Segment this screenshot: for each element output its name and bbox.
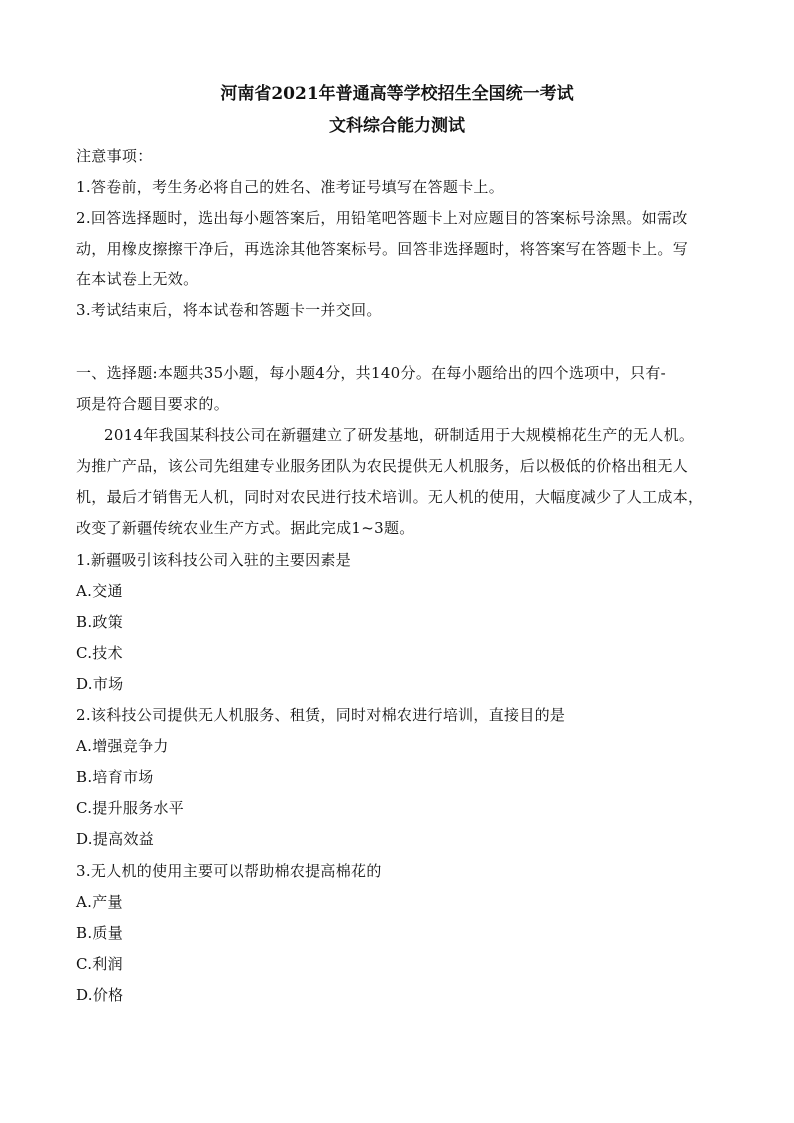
notice-item-3: 3.考试结束后，将本试卷和答题卡一并交回。 <box>76 301 382 319</box>
exam-subtitle: 文科综合能力测试 <box>329 116 465 136</box>
question-2-option-b: B.培育市场 <box>76 768 154 786</box>
notice-item-2: 2.回答选择题时，选出每小题答案后，用铅笔吧答题卡上对应题目的答案标号涂黑。如需改 <box>76 209 688 227</box>
question-2-option-a: A.增强竞争力 <box>76 737 169 755</box>
question-2-option-c: C.提升服务水平 <box>76 799 185 817</box>
question-3-stem: 3.无人机的使用主要可以帮助棉农提高棉花的 <box>76 862 382 880</box>
question-1-stem: 1.新疆吸引该科技公司入驻的主要因素是 <box>76 551 352 569</box>
notice-heading: 注意事项： <box>76 147 153 165</box>
section-instruction: 一、选择题:本题共35小题，每小题4分，共140分。在每小题给出的四个选项中，只有- <box>76 364 666 382</box>
passage-line-2: 为推广产品，该公司先组建专业服务团队为农民提供无人机服务，后以极低的价格出租无人 <box>76 457 689 475</box>
question-2-option-d: D.提高效益 <box>76 830 155 848</box>
notice-item-1: 1.答卷前，考生务必将自己的姓名、准考证号填写在答题卡上。 <box>76 178 505 196</box>
question-2-stem: 2.该科技公司提供无人机服务、租赁，同时对棉农进行培训，直接目的是 <box>76 706 566 724</box>
section-instruction-cont: 项是符合题目要求的。 <box>76 395 230 413</box>
question-1-option-a: A.交通 <box>76 582 123 600</box>
question-3-option-b: B.质量 <box>76 924 123 942</box>
notice-item-2-cont: 动，用橡皮擦擦干净后，再选涂其他答案标号。回答非选择题时，将答案写在答题卡上。写 <box>76 240 689 258</box>
question-3-option-a: A.产量 <box>76 893 123 911</box>
passage-line-4: 改变了新疆传统农业生产方式。据此完成1~3题。 <box>76 519 415 537</box>
exam-title: 河南省2021年普通高等学校招生全国统一考试 <box>220 84 574 104</box>
passage-line-1: 2014年我国某科技公司在新疆建立了研发基地，研制适用于大规模棉花生产的无人机。 <box>104 426 695 444</box>
question-1-option-d: D.市场 <box>76 675 124 693</box>
question-1-option-b: B.政策 <box>76 613 123 631</box>
question-1-option-c: C.技术 <box>76 644 123 662</box>
passage-line-3: 机，最后才销售无人机，同时对农民进行技术培训。无人机的使用，大幅度减少了人工成本， <box>76 488 704 506</box>
notice-item-2-end: 在本试卷上无效。 <box>76 270 199 288</box>
question-3-option-c: C.利润 <box>76 955 123 973</box>
question-3-option-d: D.价格 <box>76 986 124 1004</box>
